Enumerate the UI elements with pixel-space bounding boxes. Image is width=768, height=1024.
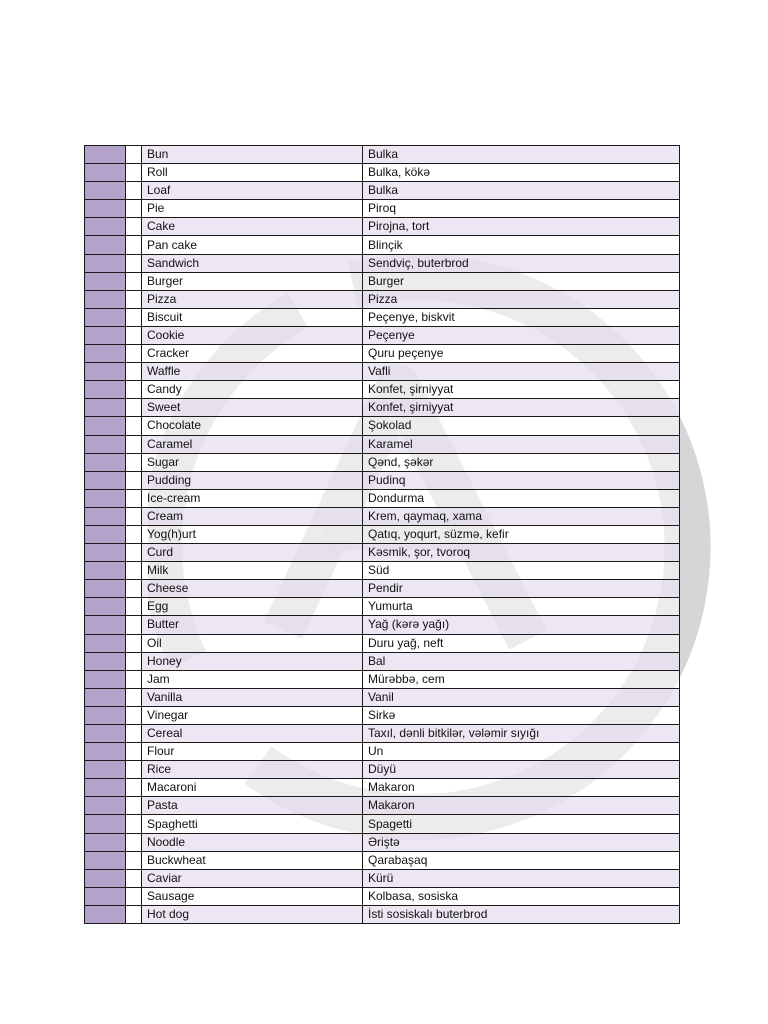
english-word-cell: Hot dog xyxy=(142,905,363,923)
english-word-cell: Vinegar xyxy=(142,706,363,724)
english-word-cell: Cream xyxy=(142,507,363,525)
table-row xyxy=(85,779,680,797)
table-row xyxy=(85,435,680,453)
translation-cell: Burger xyxy=(363,272,680,290)
row-color-marker xyxy=(85,833,126,851)
english-word-cell: Cheese xyxy=(142,580,363,598)
blank-cell xyxy=(126,580,142,598)
table-row xyxy=(85,182,680,200)
translation-cell: Əriştə xyxy=(363,833,680,851)
translation-cell: Şokolad xyxy=(363,417,680,435)
blank-cell xyxy=(126,182,142,200)
table-row xyxy=(85,164,680,182)
english-word-cell: Vanilla xyxy=(142,688,363,706)
english-word-cell: Roll xyxy=(142,164,363,182)
blank-cell xyxy=(126,833,142,851)
blank-cell xyxy=(126,670,142,688)
translation-cell: Piroq xyxy=(363,200,680,218)
translation-cell: Qənd, şəkər xyxy=(363,453,680,471)
table-row xyxy=(85,381,680,399)
translation-cell: Makaron xyxy=(363,797,680,815)
table-row xyxy=(85,652,680,670)
row-color-marker xyxy=(85,562,126,580)
english-word-cell: Pie xyxy=(142,200,363,218)
row-color-marker xyxy=(85,761,126,779)
row-color-marker xyxy=(85,363,126,381)
translation-cell: Spagetti xyxy=(363,815,680,833)
table-row xyxy=(85,743,680,761)
translation-cell: Blinçik xyxy=(363,236,680,254)
blank-cell xyxy=(126,489,142,507)
blank-cell xyxy=(126,725,142,743)
row-color-marker xyxy=(85,200,126,218)
table-row xyxy=(85,688,680,706)
english-word-cell: Curd xyxy=(142,544,363,562)
english-word-cell: Pizza xyxy=(142,290,363,308)
english-word-cell: Sweet xyxy=(142,399,363,417)
row-color-marker xyxy=(85,218,126,236)
blank-cell xyxy=(126,815,142,833)
translation-cell: Sirkə xyxy=(363,706,680,724)
table-row xyxy=(85,308,680,326)
row-color-marker xyxy=(85,146,126,164)
translation-cell: Süd xyxy=(363,562,680,580)
row-color-marker xyxy=(85,435,126,453)
english-word-cell: Cracker xyxy=(142,345,363,363)
translation-cell: Kəsmik, şor, tvoroq xyxy=(363,544,680,562)
blank-cell xyxy=(126,544,142,562)
row-color-marker xyxy=(85,182,126,200)
table-row xyxy=(85,236,680,254)
translation-cell: Quru peçenye xyxy=(363,345,680,363)
english-word-cell: Pan cake xyxy=(142,236,363,254)
english-word-cell: Caviar xyxy=(142,869,363,887)
table-row xyxy=(85,146,680,164)
english-word-cell: Cookie xyxy=(142,326,363,344)
table-row xyxy=(85,851,680,869)
translation-cell: Kürü xyxy=(363,869,680,887)
blank-cell xyxy=(126,453,142,471)
blank-cell xyxy=(126,905,142,923)
english-word-cell: Rice xyxy=(142,761,363,779)
translation-cell: Qatıq, yoqurt, süzmə, kefir xyxy=(363,525,680,543)
english-word-cell: Butter xyxy=(142,616,363,634)
row-color-marker xyxy=(85,525,126,543)
blank-cell xyxy=(126,779,142,797)
table-row xyxy=(85,544,680,562)
row-color-marker xyxy=(85,544,126,562)
blank-cell xyxy=(126,345,142,363)
english-word-cell: Cake xyxy=(142,218,363,236)
blank-cell xyxy=(126,254,142,272)
translation-cell: Dondurma xyxy=(363,489,680,507)
row-color-marker xyxy=(85,489,126,507)
table-row xyxy=(85,706,680,724)
blank-cell xyxy=(126,399,142,417)
blank-cell xyxy=(126,851,142,869)
blank-cell xyxy=(126,236,142,254)
english-word-cell: Noodle xyxy=(142,833,363,851)
table-row xyxy=(85,725,680,743)
row-color-marker xyxy=(85,345,126,363)
blank-cell xyxy=(126,164,142,182)
blank-cell xyxy=(126,869,142,887)
blank-cell xyxy=(126,363,142,381)
row-color-marker xyxy=(85,634,126,652)
translation-cell: Sendviç, buterbrod xyxy=(363,254,680,272)
translation-cell: Yağ (kərə yağı) xyxy=(363,616,680,634)
row-color-marker xyxy=(85,254,126,272)
table-row xyxy=(85,833,680,851)
english-word-cell: Pasta xyxy=(142,797,363,815)
blank-cell xyxy=(126,761,142,779)
translation-cell: Vanil xyxy=(363,688,680,706)
blank-cell xyxy=(126,598,142,616)
translation-cell: İsti sosiskalı buterbrod xyxy=(363,905,680,923)
blank-cell xyxy=(126,688,142,706)
row-color-marker xyxy=(85,616,126,634)
table-row xyxy=(85,507,680,525)
blank-cell xyxy=(126,525,142,543)
english-word-cell: Waffle xyxy=(142,363,363,381)
row-color-marker xyxy=(85,381,126,399)
table-row xyxy=(85,345,680,363)
translation-cell: Pendir xyxy=(363,580,680,598)
row-color-marker xyxy=(85,743,126,761)
blank-cell xyxy=(126,634,142,652)
translation-cell: Duru yağ, neft xyxy=(363,634,680,652)
blank-cell xyxy=(126,272,142,290)
translation-cell: Konfet, şirniyyat xyxy=(363,399,680,417)
translation-cell: Yumurta xyxy=(363,598,680,616)
english-word-cell: Sugar xyxy=(142,453,363,471)
english-word-cell: Chocolate xyxy=(142,417,363,435)
table-row xyxy=(85,598,680,616)
english-word-cell: Flour xyxy=(142,743,363,761)
row-color-marker xyxy=(85,272,126,290)
table-row xyxy=(85,363,680,381)
table-row xyxy=(85,525,680,543)
table-row xyxy=(85,200,680,218)
english-word-cell: Ice-cream xyxy=(142,489,363,507)
row-color-marker xyxy=(85,417,126,435)
row-color-marker xyxy=(85,652,126,670)
table-row xyxy=(85,887,680,905)
table-row xyxy=(85,254,680,272)
blank-cell xyxy=(126,146,142,164)
table-row xyxy=(85,761,680,779)
english-word-cell: Biscuit xyxy=(142,308,363,326)
table-row xyxy=(85,417,680,435)
english-word-cell: Caramel xyxy=(142,435,363,453)
translation-cell: Taxıl, dənli bitkilər, vələmir sıyığı xyxy=(363,725,680,743)
row-color-marker xyxy=(85,815,126,833)
english-word-cell: Sandwich xyxy=(142,254,363,272)
translation-cell: Bal xyxy=(363,652,680,670)
translation-cell: Un xyxy=(363,743,680,761)
row-color-marker xyxy=(85,706,126,724)
row-color-marker xyxy=(85,326,126,344)
table-row xyxy=(85,815,680,833)
table-row xyxy=(85,453,680,471)
table-row xyxy=(85,869,680,887)
vocabulary-table xyxy=(84,145,680,924)
translation-cell: Kolbasa, sosiska xyxy=(363,887,680,905)
translation-cell: Karamel xyxy=(363,435,680,453)
english-word-cell: Yog(h)urt xyxy=(142,525,363,543)
translation-cell: Bulka, kökə xyxy=(363,164,680,182)
blank-cell xyxy=(126,381,142,399)
blank-cell xyxy=(126,471,142,489)
row-color-marker xyxy=(85,471,126,489)
row-color-marker xyxy=(85,797,126,815)
english-word-cell: Cereal xyxy=(142,725,363,743)
english-word-cell: Milk xyxy=(142,562,363,580)
row-color-marker xyxy=(85,598,126,616)
english-word-cell: Pudding xyxy=(142,471,363,489)
blank-cell xyxy=(126,218,142,236)
blank-cell xyxy=(126,652,142,670)
translation-cell: Qarabaşaq xyxy=(363,851,680,869)
translation-cell: Vafli xyxy=(363,363,680,381)
english-word-cell: Sausage xyxy=(142,887,363,905)
row-color-marker xyxy=(85,887,126,905)
row-color-marker xyxy=(85,688,126,706)
row-color-marker xyxy=(85,236,126,254)
translation-cell: Makaron xyxy=(363,779,680,797)
row-color-marker xyxy=(85,453,126,471)
blank-cell xyxy=(126,706,142,724)
english-word-cell: Spaghetti xyxy=(142,815,363,833)
row-color-marker xyxy=(85,779,126,797)
row-color-marker xyxy=(85,580,126,598)
blank-cell xyxy=(126,887,142,905)
table-row xyxy=(85,905,680,923)
blank-cell xyxy=(126,507,142,525)
row-color-marker xyxy=(85,399,126,417)
row-color-marker xyxy=(85,869,126,887)
table-row xyxy=(85,580,680,598)
table-row xyxy=(85,670,680,688)
english-word-cell: Macaroni xyxy=(142,779,363,797)
translation-cell: Düyü xyxy=(363,761,680,779)
translation-cell: Konfet, şirniyyat xyxy=(363,381,680,399)
row-color-marker xyxy=(85,670,126,688)
blank-cell xyxy=(126,797,142,815)
translation-cell: Pudinq xyxy=(363,471,680,489)
table-row xyxy=(85,471,680,489)
english-word-cell: Burger xyxy=(142,272,363,290)
table-row xyxy=(85,489,680,507)
translation-cell: Peçenye, biskvit xyxy=(363,308,680,326)
translation-cell: Pirojna, tort xyxy=(363,218,680,236)
english-word-cell: Buckwheat xyxy=(142,851,363,869)
row-color-marker xyxy=(85,851,126,869)
blank-cell xyxy=(126,743,142,761)
table-row xyxy=(85,797,680,815)
table-row xyxy=(85,326,680,344)
blank-cell xyxy=(126,435,142,453)
translation-cell: Mürəbbə, cem xyxy=(363,670,680,688)
blank-cell xyxy=(126,616,142,634)
blank-cell xyxy=(126,417,142,435)
row-color-marker xyxy=(85,905,126,923)
english-word-cell: Candy xyxy=(142,381,363,399)
row-color-marker xyxy=(85,725,126,743)
translation-cell: Peçenye xyxy=(363,326,680,344)
table-row xyxy=(85,218,680,236)
english-word-cell: Honey xyxy=(142,652,363,670)
table-row xyxy=(85,272,680,290)
blank-cell xyxy=(126,200,142,218)
translation-cell: Bulka xyxy=(363,182,680,200)
blank-cell xyxy=(126,308,142,326)
english-word-cell: Bun xyxy=(142,146,363,164)
translation-cell: Pizza xyxy=(363,290,680,308)
table-row xyxy=(85,616,680,634)
row-color-marker xyxy=(85,164,126,182)
blank-cell xyxy=(126,290,142,308)
blank-cell xyxy=(126,562,142,580)
table-row xyxy=(85,290,680,308)
row-color-marker xyxy=(85,507,126,525)
row-color-marker xyxy=(85,308,126,326)
row-color-marker xyxy=(85,290,126,308)
table-row xyxy=(85,562,680,580)
translation-cell: Krem, qaymaq, xama xyxy=(363,507,680,525)
vocabulary-table-body xyxy=(85,146,680,924)
translation-cell: Bulka xyxy=(363,146,680,164)
english-word-cell: Oil xyxy=(142,634,363,652)
english-word-cell: Loaf xyxy=(142,182,363,200)
english-word-cell: Egg xyxy=(142,598,363,616)
english-word-cell: Jam xyxy=(142,670,363,688)
table-row xyxy=(85,399,680,417)
blank-cell xyxy=(126,326,142,344)
table-row xyxy=(85,634,680,652)
